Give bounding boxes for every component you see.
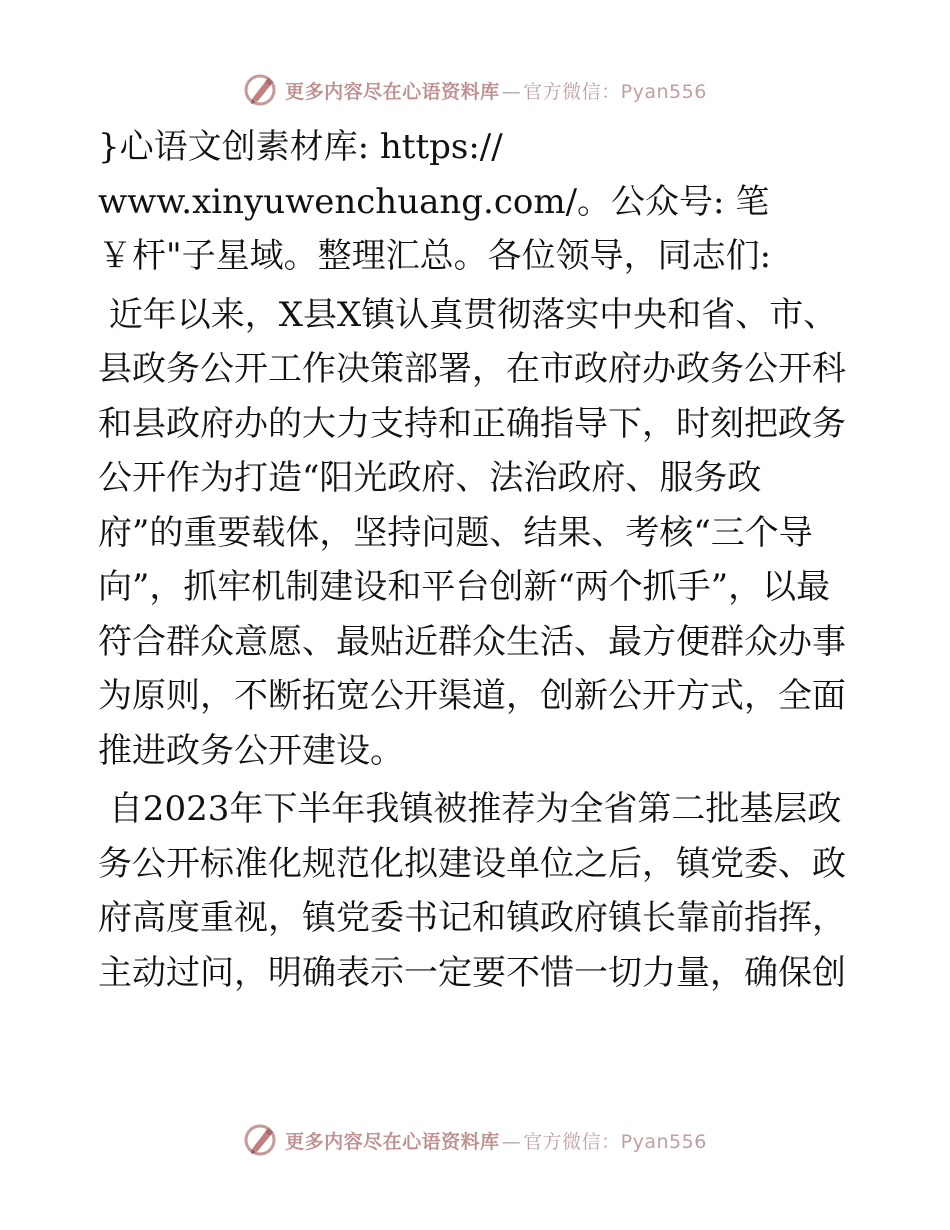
document-body	[98, 120, 858, 1000]
watermark-dash: —	[501, 80, 522, 103]
paragraph-intro: }心语文创素材库: https:// www.xinyuwenchuang.com/。公众号: 笔￥杆"子星域。整理汇总。各位领导，同志们:	[98, 127, 772, 276]
paragraph-background: 自2023年下半年我镇被推荐为全省第二批基层政务公开标准化规范化拟建设单位之后，镇党委、政府高度重视，镇党委书记和镇政府镇长靠前指挥，主动过问，明确表示一定要不惜一切力量，确保创	[98, 789, 846, 993]
watermark-text	[285, 1127, 707, 1154]
watermark-row	[243, 1122, 707, 1158]
pen-logo-icon	[243, 72, 279, 108]
paragraph-overview: 近年以来，X县X镇认真贯彻落实中央和省、市、县政务公开工作决策部署，在市政府办政务公开科和县政府办的大力支持和正确指导下，时刻把政务公开作为打造“阳光政府、法治政府、服务政 府”的重要载体，坚持问题、结果、考核“三个导向”，抓牢机制建设和平台创新“两个抓手”，以最符合群众意愿、最贴近群众生活、最方便群众办事为原则，不断拓宽公开渠道，创新公开方式，全面推进政务公开建设。	[98, 294, 846, 771]
header-watermark	[0, 68, 950, 112]
watermark-lead: 更多内容尽在心语资料库	[285, 80, 500, 103]
watermark-dash: —	[501, 1130, 522, 1153]
watermark-row	[243, 72, 707, 108]
watermark-tail: 官方微信：Pyan556	[523, 1130, 707, 1153]
watermark-lead: 更多内容尽在心语资料库	[285, 1130, 500, 1153]
watermark-text	[285, 77, 707, 104]
pen-logo-icon	[243, 1122, 279, 1158]
footer-watermark	[0, 1118, 950, 1162]
watermark-tail: 官方微信：Pyan556	[523, 80, 707, 103]
